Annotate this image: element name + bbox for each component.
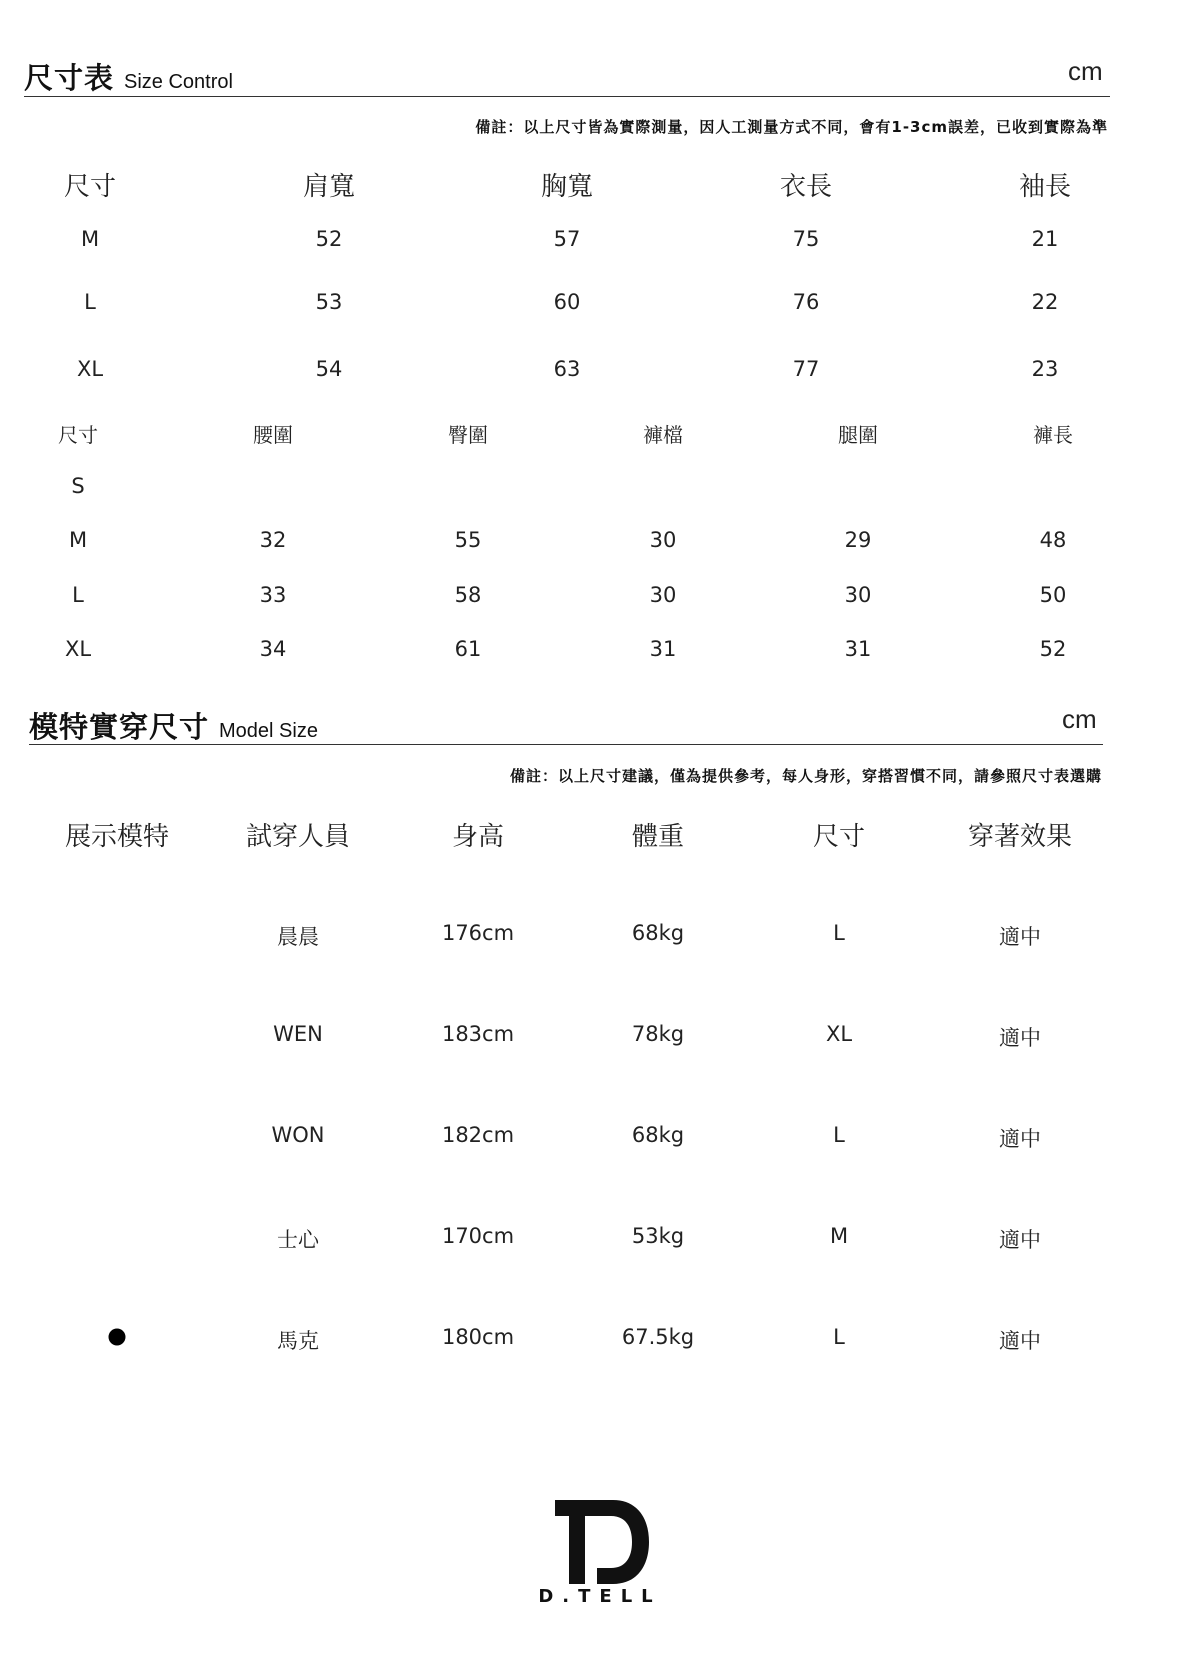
model-header-rule (29, 744, 1103, 745)
top-table-header: 胸寬 (540, 172, 594, 202)
model-unit-label: cm (1062, 704, 1097, 734)
pants-table-cell: S (71, 474, 85, 498)
size-table-title: 尺寸表 (24, 61, 115, 95)
top-table-header: 衣長 (779, 172, 833, 202)
top-table-cell: XL (76, 357, 104, 381)
model-table-header: 展示模特 (64, 822, 170, 852)
top-table-cell: 63 (553, 357, 581, 381)
pants-table-cell: 33 (259, 583, 287, 607)
model-fit: 適中 (999, 1127, 1041, 1151)
pants-table-cell: 30 (649, 583, 677, 607)
model-size: M (829, 1224, 849, 1248)
top-table-cell: 76 (792, 290, 820, 314)
model-weight: 68kg (631, 1123, 685, 1147)
model-name: 晨晨 (277, 925, 319, 949)
top-table-header: 肩寬 (302, 172, 356, 202)
top-table-cell: 53 (315, 290, 343, 314)
model-note: 備註：以上尺寸建議，僅為提供參考，每人身形，穿搭習慣不同，請參照尺寸表選購 (509, 767, 1102, 785)
model-name: WON (271, 1123, 325, 1147)
pants-table-cell: 34 (259, 637, 287, 661)
model-fit: 適中 (999, 925, 1041, 949)
top-table-cell: 57 (553, 227, 581, 251)
pants-table-header: 腿圍 (838, 423, 878, 447)
brand-name: D.TELL (538, 1586, 662, 1607)
model-fit: 適中 (999, 1026, 1041, 1050)
top-table-cell: 22 (1031, 290, 1059, 314)
top-table-cell: 21 (1031, 227, 1059, 251)
model-size: L (833, 1325, 845, 1349)
model-weight: 53kg (631, 1224, 685, 1248)
model-size: L (833, 921, 845, 945)
top-table-header: 袖長 (1018, 172, 1072, 202)
pants-table-cell: 30 (844, 583, 872, 607)
size-table-subtitle: Size Control (124, 71, 233, 93)
top-table-cell: L (84, 290, 96, 314)
td-monogram-icon (555, 1498, 650, 1586)
model-height: 176cm (441, 921, 515, 945)
pants-table-header: 腰圍 (253, 423, 293, 447)
size-note: 備註：以上尺寸皆為實際測量，因人工測量方式不同，會有1-3cm誤差，已收到實際為準 (475, 118, 1108, 136)
top-table-cell: 23 (1031, 357, 1059, 381)
top-table-cell: 75 (792, 227, 820, 251)
pants-table-header: 尺寸 (58, 423, 98, 447)
top-table-header: 尺寸 (63, 172, 117, 202)
pants-table-cell: 29 (844, 528, 872, 552)
model-fit: 適中 (999, 1228, 1041, 1252)
top-table-cell: 52 (315, 227, 343, 251)
pants-table-cell: 52 (1039, 637, 1067, 661)
top-table-cell: 77 (792, 357, 820, 381)
top-table-cell: 60 (553, 290, 581, 314)
size-control-title (24, 56, 233, 97)
model-name: 馬克 (277, 1329, 319, 1353)
model-table-header: 身高 (451, 822, 505, 852)
model-table-title: 模特實穿尺寸 (29, 710, 210, 744)
model-height: 180cm (441, 1325, 515, 1349)
pants-table-cell: 48 (1039, 528, 1067, 552)
pants-table-cell: 58 (454, 583, 482, 607)
model-height: 183cm (441, 1022, 515, 1046)
top-table-cell: M (80, 227, 100, 251)
pants-table-header: 褲長 (1033, 423, 1073, 447)
model-table-header: 試穿人員 (245, 822, 351, 852)
pants-table-cell: 61 (454, 637, 482, 661)
size-unit-label: cm (1068, 56, 1103, 86)
pants-table-cell: L (72, 583, 84, 607)
model-size: L (833, 1123, 845, 1147)
model-weight: 67.5kg (621, 1325, 695, 1349)
pants-table-cell: 32 (259, 528, 287, 552)
model-table-header: 尺寸 (812, 822, 866, 852)
model-fit: 適中 (999, 1329, 1041, 1353)
model-size-title (29, 705, 318, 746)
model-name: WEN (273, 1022, 323, 1046)
model-height: 170cm (441, 1224, 515, 1248)
pants-table-cell: 31 (649, 637, 677, 661)
pants-table-cell: XL (64, 637, 92, 661)
model-weight: 68kg (631, 921, 685, 945)
model-table-header: 穿著效果 (967, 822, 1073, 852)
model-table-subtitle: Model Size (219, 720, 318, 742)
display-model-marker-icon (109, 1329, 126, 1346)
pants-table-cell: 50 (1039, 583, 1067, 607)
model-size: XL (825, 1022, 853, 1046)
model-name: 士心 (277, 1228, 319, 1252)
pants-table-cell: 30 (649, 528, 677, 552)
pants-table-header: 褲檔 (643, 423, 683, 447)
top-table-cell: 54 (315, 357, 343, 381)
pants-table-cell: M (68, 528, 88, 552)
model-weight: 78kg (631, 1022, 685, 1046)
pants-table-cell: 31 (844, 637, 872, 661)
size-header-rule (24, 96, 1110, 97)
pants-table-cell: 55 (454, 528, 482, 552)
pants-table-header: 臀圍 (448, 423, 488, 447)
model-height: 182cm (441, 1123, 515, 1147)
model-table-header: 體重 (631, 822, 685, 852)
